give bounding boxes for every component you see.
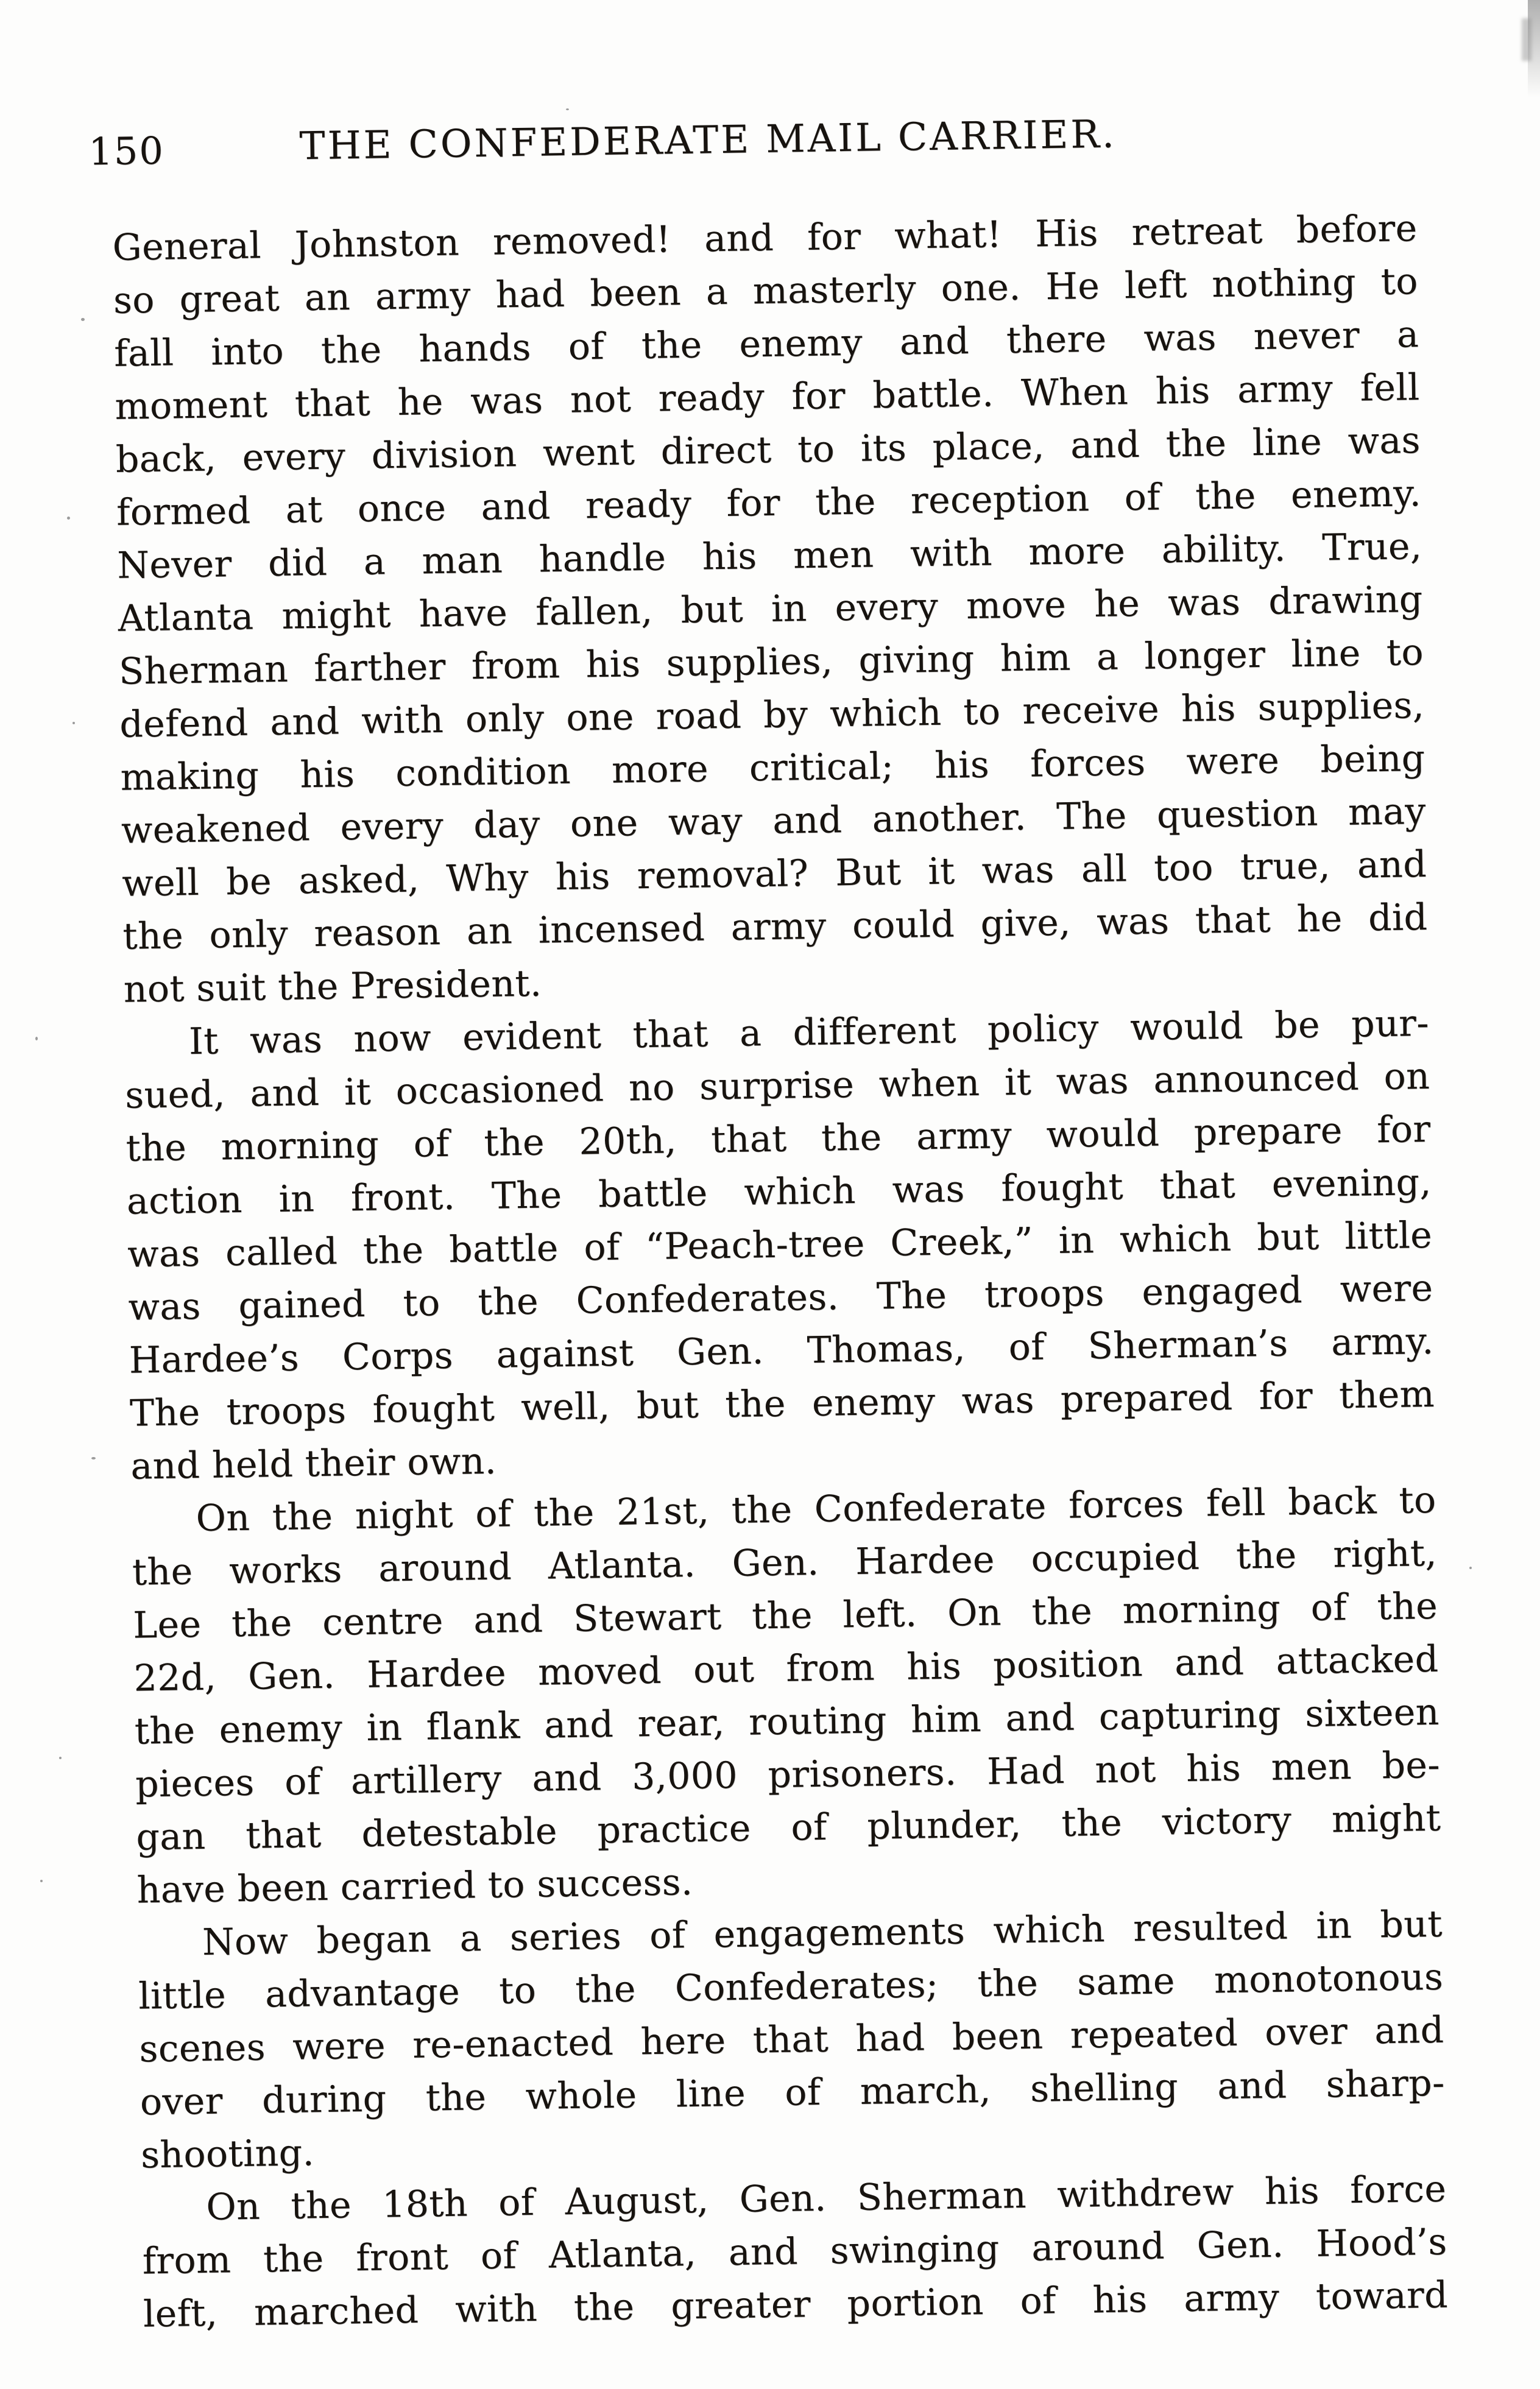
text-line: Never did a man handle his men with more ability. True, <box>116 525 1422 587</box>
text-line: left, marched with the greater portion of his army toward <box>143 2273 1449 2336</box>
text-line: and held their own. <box>130 1439 497 1488</box>
text-line: back, every division went direct to its place, and the line was <box>115 419 1421 481</box>
paragraph <box>131 1474 1442 1918</box>
text-line: the enemy in flank and rear, routing him and capturing sixteen <box>134 1690 1440 1753</box>
text-line: the only reason an incensed army could give, was that he did <box>122 895 1428 958</box>
text-line: little advantage to the Confederates; the same monotonous <box>138 1955 1444 2018</box>
text-line: General Johnston removed! and for what! His retreat before <box>112 207 1418 269</box>
paragraph <box>137 1898 1446 2183</box>
text-line: not suit the President. <box>123 962 542 1011</box>
page-number: 150 <box>88 128 165 174</box>
paragraph <box>124 997 1435 1494</box>
page-body <box>112 202 1448 2341</box>
text-line: the works around Atlanta. Gen. Hardee occupied the right, <box>132 1531 1438 1594</box>
text-line: making his condition more critical; his forces were being <box>120 736 1425 799</box>
text-line: moment that he was not ready for battle. When his army fell <box>115 366 1420 428</box>
text-line: from the front of Atlanta, and swinging around Gen. Hood’s <box>142 2220 1448 2283</box>
text-line: over during the whole line of march, shelling and sharp- <box>140 2061 1446 2124</box>
text-line: Hardee’s Corps against Gen. Thomas, of Sherman’s army. <box>129 1319 1435 1382</box>
text-line: so great an army had been a masterly one. He left nothing to <box>113 260 1419 322</box>
paragraph <box>141 2163 1449 2341</box>
paragraph <box>112 202 1429 1017</box>
text-line: Sherman farther from his supplies, giving him a longer line to <box>118 631 1424 693</box>
text-line: 22d, Gen. Hardee moved out from his position and attacked <box>133 1637 1439 1700</box>
text-line: shooting. <box>140 2131 315 2177</box>
text-line: gan that detestable practice of plunder, the victory might <box>135 1796 1441 1859</box>
text-line: weakened every day one way and another. The question may <box>121 789 1427 852</box>
text-line: fall into the hands of the enemy and there was never a <box>113 313 1419 375</box>
text-line: defend and with only one road by which to receive his supplies, <box>119 684 1425 746</box>
text-line: It was now evident that a different policy would be pur- <box>188 1001 1430 1064</box>
text-line: Now began a series of engagements which resulted in but <box>202 1902 1443 1964</box>
text-line: On the night of the 21st, the Confederate forces fell back to <box>196 1478 1436 1540</box>
running-title: THE CONFEDERATE MAIL CARRIER. <box>299 111 1117 169</box>
text-line: well be asked, Why his removal? But it was all too true, and <box>121 842 1427 905</box>
text-line: On the 18th of August, Gen. Sherman withdrew his force <box>205 2167 1447 2229</box>
text-line: Lee the centre and Stewart the left. On the morning of the <box>132 1584 1438 1647</box>
text-line: scenes were re-enacted here that had been repeated over and <box>139 2008 1444 2071</box>
text-line: was called the battle of “Peach-tree Creek,” in which but little <box>127 1213 1433 1276</box>
text-line: formed at once and ready for the reception of the enemy. <box>116 472 1422 534</box>
text-line: sued, and it occasioned no surprise when it was announced on <box>124 1054 1430 1117</box>
text-line: pieces of artillery and 3,000 prisoners. Had not his men be- <box>135 1743 1441 1806</box>
text-line: was gained to the Confederates. The troops engaged were <box>128 1266 1433 1329</box>
text-line: the morning of the 20th, that the army would prepare for <box>125 1107 1431 1170</box>
text-line: The troops fought well, but the enemy was prepared for them <box>129 1372 1435 1435</box>
text-line: Atlanta might have fallen, but in every move he was drawing <box>118 578 1424 640</box>
text-line: action in front. The battle which was fought that evening, <box>126 1160 1432 1223</box>
text-line: have been carried to success. <box>136 1861 693 1912</box>
